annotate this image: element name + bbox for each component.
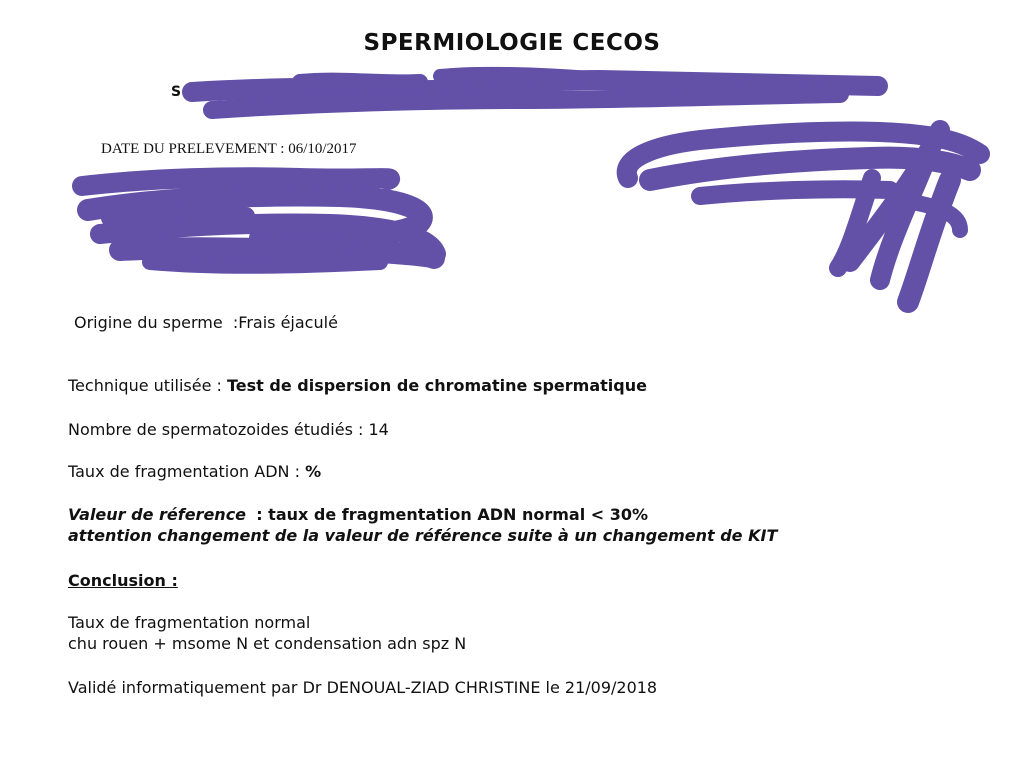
contact-partial-fax: Fax : 02	[418, 83, 476, 98]
origin-value: :Frais éjaculé	[232, 313, 338, 332]
contact-partial-tel: Tél	[258, 82, 275, 96]
redaction-patient-left	[82, 177, 390, 186]
reference-label: Valeur de réference	[68, 505, 247, 524]
sample-date-label: DATE DU PRELEVEMENT :	[101, 141, 285, 157]
fragmentation-line	[68, 462, 321, 481]
reference-note: attention changement de la valeur de référence suite à un changement de KIT	[68, 526, 778, 545]
sperm-count-line	[68, 420, 389, 439]
origin-label: Origine du sperme	[74, 313, 223, 332]
conclusion-line-2: chu rouen + msome N et condensation adn spz N	[68, 634, 467, 653]
sample-date-value: 06/10/2017	[288, 141, 357, 157]
technique-label: Technique utilisée :	[68, 376, 222, 395]
technique-value: Test de dispersion de chromatine spermatique	[227, 376, 647, 395]
reference-value: : taux de fragmentation ADN normal < 30%	[256, 505, 649, 524]
conclusion-line-1: Taux de fragmentation normal	[68, 613, 311, 632]
contact-partial-s: S	[171, 84, 182, 100]
reference-line	[68, 505, 648, 524]
document-title: SPERMIOLOGIE CECOS	[363, 30, 661, 56]
fragmentation-value: %	[305, 462, 322, 481]
fragmentation-label: Taux de fragmentation ADN :	[68, 462, 300, 481]
conclusion-heading: Conclusion :	[68, 571, 178, 590]
technique-line	[68, 376, 647, 395]
validation-text: Validé informatiquement par Dr DENOUAL-ZIAD CHRISTINE le 21/09/2018	[68, 678, 658, 697]
sperm-count-label: Nombre de spermatozoides étudiés :	[68, 420, 364, 439]
sperm-count-value: 14	[368, 420, 389, 439]
origin-line	[74, 313, 338, 332]
